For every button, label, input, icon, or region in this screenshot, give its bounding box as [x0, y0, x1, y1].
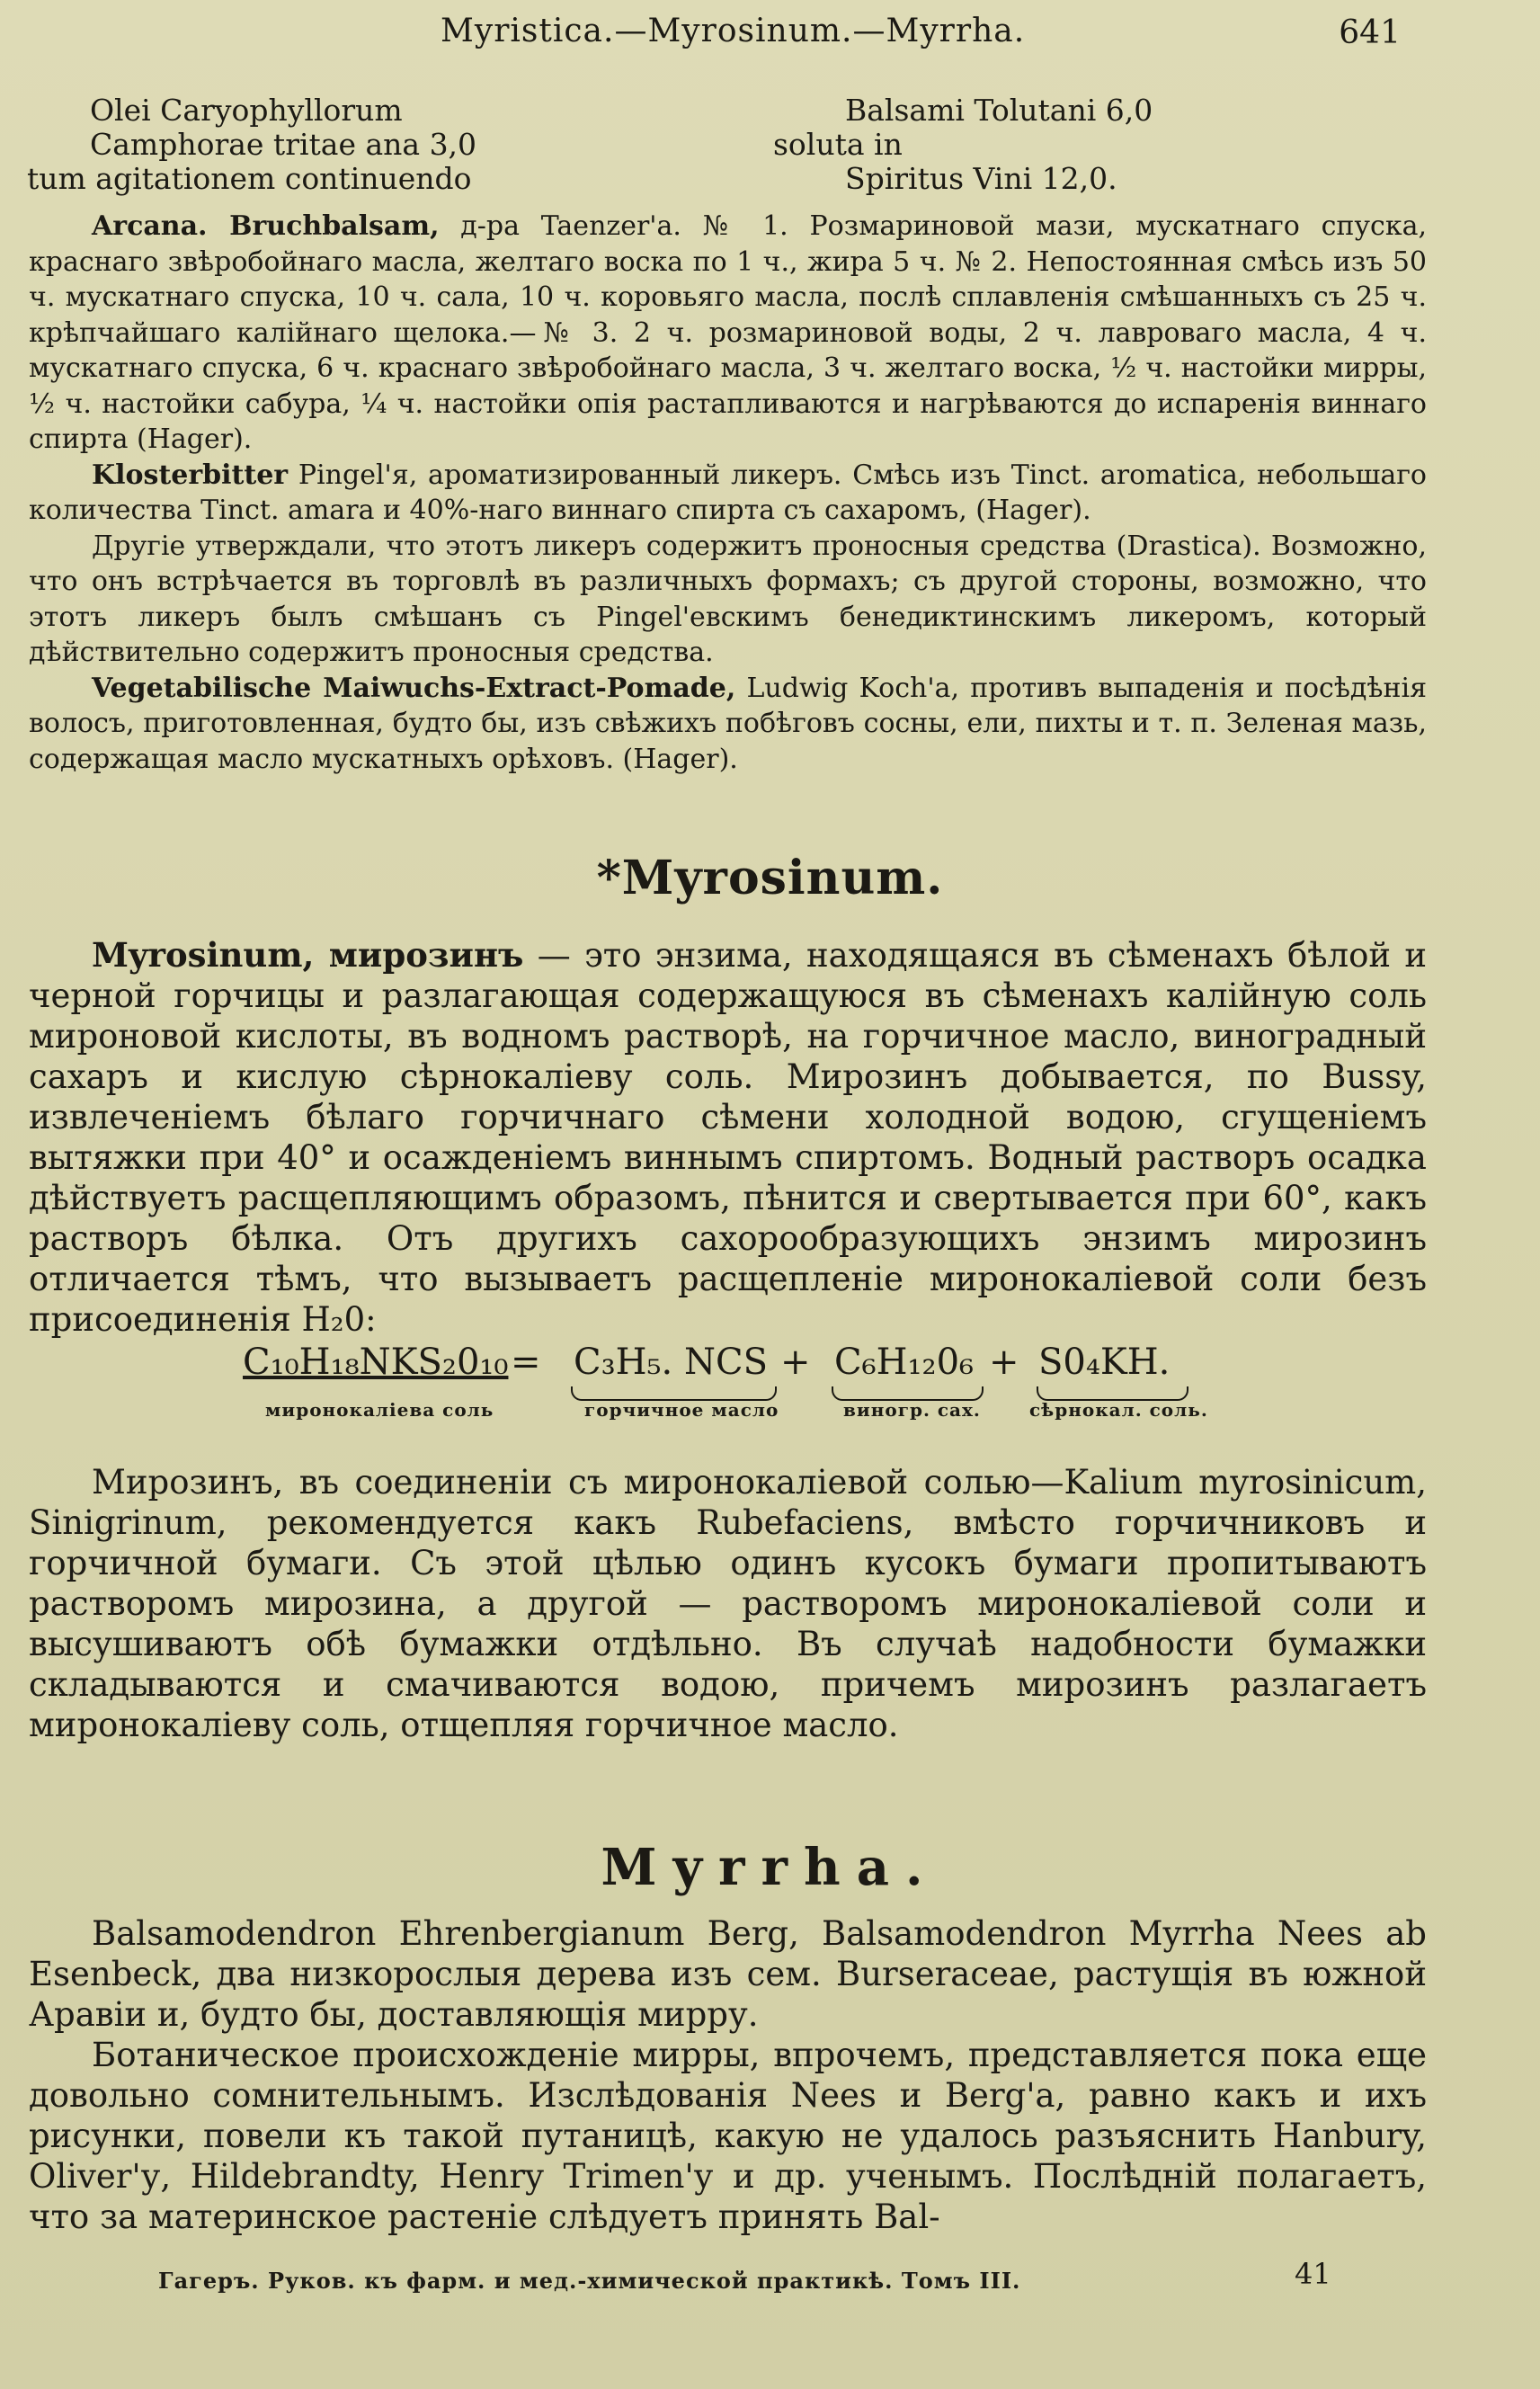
formula-term-bisulfate: S0₄KH.	[1038, 1342, 1171, 1383]
myrosinum-intro	[29, 935, 1427, 1340]
myrrha-paragraph: Balsamodendron Ehrenbergianum Berg, Balsamodendron Myrrha Nees ab Esenbeck, два низкорослыя дерева изъ сем. Burseraceae, растущія въ южной Аравіи и, будто бы, доставляющія мирру.	[29, 1914, 1427, 2034]
section-heading-myrrha: Myrrha.	[601, 1838, 939, 1897]
myrrha-paragraph: Ботаническое происхожденіе мирры, впрочемъ, представляется пока еще довольно сомнительнымъ. Изслѣдованія Nees и Berg'а, равно какъ и ихъ рисунки, повели къ такой путаницѣ, какую не удалось разъяснить Hanbury, Oliver'у, Hildebrandty, Henry Trimen'у и др. ученымъ. Послѣдній полагаетъ, что за материнское растеніе слѣдуетъ принять Bal-	[29, 2036, 1427, 2236]
klosterbitter-paragraph	[29, 458, 1427, 529]
formula-label: миронокаліева соль	[265, 1399, 494, 1421]
myrosinum-usage	[29, 1462, 1427, 1745]
prescription-line: Olei Caryophyllorum	[90, 93, 403, 128]
arcana-text: д-ра Taenzer'а. № 1. Розмариновой мази, мускатнаго спуска, краснаго звѣробойнаго масла, желтаго воска по 1 ч., жира 5 ч. № 2. Непостоянная смѣсь изъ 50 ч. мускатнаго спуска, 10 ч. сала, 10 ч. коровьяго масла, послѣ сплавленія смѣшанныхъ съ 25 ч. крѣпчайшаго калійнаго щелока.—№ 3. 2 ч. розмариновой воды, 2 ч. лавроваго масла, 4 ч. мускатнаго спуска, 6 ч. краснаго звѣробойнаго масла, 3 ч. желтаго воска, ½ ч. настойки мирры, ½ ч. настойки сабура, ¼ ч. настойки опія растапливаются и нагрѣваются до испаренія виннаго спирта (Hager).	[29, 210, 1427, 455]
page-footer	[0, 2257, 1540, 2311]
reaction-formula	[225, 1342, 1259, 1440]
prescription-line: Camphorae tritae ana 3,0	[90, 127, 477, 162]
formula-label: сѣрнокал. соль.	[1029, 1399, 1208, 1421]
myrosinum-usage-paragraph: Мирозинъ, въ соединеніи съ миронокаліевой солью—Kalium myrosinicum, Sinigrinum, рекомендуется какъ Rubefaciens, вмѣсто горчичниковъ и горчичной бумаги. Съ этой цѣлью одинъ кусокъ бумаги пропитываютъ растворомъ мирозина, а другой — растворомъ миронокаліевой соли и высушиваютъ обѣ бумажки отдѣльно. Въ случаѣ надобности бумажки складываются и смачиваются водою, причемъ мирозинъ разлагаетъ миронокаліеву соль, отщепляя горчичное масло.	[29, 1463, 1427, 1744]
prescription-right-column	[764, 94, 1214, 196]
myrosinum-text: — это энзима, находящаяся въ сѣменахъ бѣлой и черной горчицы и разлагающая содержащуюся въ сѣменахъ калійную соль мироновой кислоты, въ водномъ растворѣ, на горчичное масло, виноградный сахаръ и кислую сѣрнокаліеву соль. Мирозинъ добывается, по Bussy, извлеченіемъ бѣлаго горчичнаго сѣмени холодной водою, сгущеніемъ вытяжки при 40° и осажденіемъ виннымъ спиртомъ. Водный растворъ осадка дѣйствуетъ расщепляющимъ образомъ, пѣнится и свертывается при 60°, какъ растворъ бѣлка. Отъ другихъ сахорообразующихъ энзимъ мирозинъ отличается тѣмъ, что вызываетъ расщепленіе миронокаліевой соли безъ присоединенія H₂0:	[29, 936, 1427, 1339]
formula-label: виногр. сах.	[843, 1399, 981, 1421]
arcana-section	[29, 209, 1427, 777]
prescription-line: soluta in	[773, 127, 903, 162]
formula-equals: =	[511, 1342, 541, 1383]
prescription-line: Balsami Tolutani 6,0	[845, 93, 1153, 128]
footer-imprint: Гагеръ. Руков. къ фарм. и мед.-химической практикѣ. Томъ III.	[158, 2268, 1021, 2294]
myrrha-section	[29, 1913, 1427, 2237]
pomade-text: Ludwig Koch'а, противъ выпаденія и посѣдѣнія волосъ, приготовленная, будто бы, изъ свѣжихъ побѣговъ сосны, ели, пихты и т. п. Зеленая мазь, содержащая масло мускатныхъ орѣховъ. (Hager).	[29, 672, 1427, 775]
formula-label: горчичное масло	[584, 1399, 779, 1421]
page-number: 641	[1339, 14, 1401, 51]
arcana-paragraph	[29, 209, 1427, 458]
signature-mark: 41	[1295, 2257, 1331, 2291]
prescription-left-column	[27, 94, 656, 196]
drastica-paragraph: Другіе утверждали, что этотъ ликеръ содержитъ проносныя средства (Drastica). Возможно, что онъ встрѣчается въ торговлѣ въ различныхъ формахъ; съ другой стороны, возможно, что этотъ ликеръ былъ смѣшанъ съ Pingel'евскимъ бенедиктинскимъ ликеромъ, который дѣйствительно содержитъ проносныя средства.	[29, 530, 1427, 668]
formula-term-mustard-oil: C₃H₅. NCS	[574, 1342, 768, 1383]
formula-term-sinigrin: C₁₀H₁₈NKS₂0₁₀	[243, 1342, 509, 1383]
myrosinum-paragraph	[29, 935, 1427, 1340]
pomade-paragraph	[29, 671, 1427, 778]
prescription-line: tum agitationem continuendo	[27, 161, 472, 196]
formula-plus: +	[780, 1342, 811, 1383]
arcana-label: Arcana. Bruchbalsam,	[92, 210, 440, 242]
prescription-line: Spiritus Vini 12,0.	[845, 161, 1117, 196]
section-heading-myrosinum: *Myrosinum.	[596, 851, 944, 905]
formula-plus: +	[989, 1342, 1019, 1383]
pomade-label: Vegetabilische Maiwuchs-Extract-Pomade,	[92, 672, 736, 704]
klosterbitter-label: Klosterbitter	[92, 459, 289, 491]
running-title: Myristica.—Myrosinum.—Myrrha.	[441, 13, 1026, 49]
klosterbitter-text: Pingel'я, ароматизированный ликеръ. Смѣсь изъ Tinct. aromatica, небольшаго количества Tinct. amara и 40%-наго виннаго спирта съ сахаромъ, (Hager).	[29, 459, 1427, 526]
running-header	[0, 13, 1540, 58]
formula-term-sugar: C₆H₁₂0₆	[834, 1342, 975, 1383]
myrosinum-label: Myrosinum, мирозинъ	[92, 935, 524, 975]
prescription-block	[27, 94, 1196, 201]
